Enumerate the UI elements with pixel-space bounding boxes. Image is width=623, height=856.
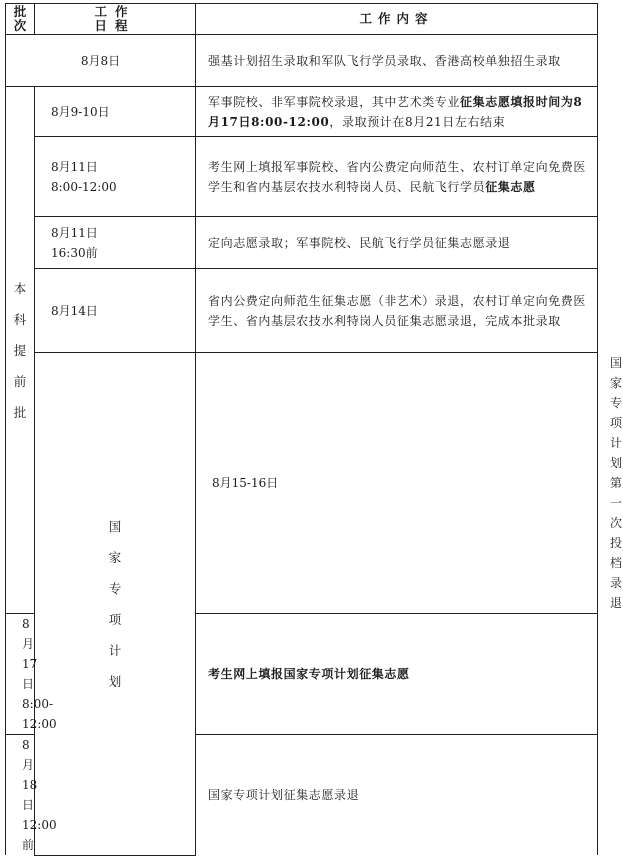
table-header-row bbox=[6, 4, 598, 35]
date-cell: 8月17日 8:00-12:00 bbox=[6, 614, 35, 735]
schedule-table bbox=[5, 3, 623, 856]
date-cell: 8月11日 16:30前 bbox=[35, 217, 196, 269]
content-text-bold: 征集志愿填报时间为8月17日8:00-12:00 bbox=[208, 94, 583, 129]
table-row bbox=[6, 269, 598, 353]
table-row bbox=[6, 35, 598, 87]
content-text: 省内公费定向师范生征集志愿（非艺术）录退，农村订单定向免费医学生、省内基层农技水利特岗人员征集志愿录退，完成本批录取 bbox=[208, 293, 587, 328]
content-text: 强基计划招生录取和军队飞行学员录取、香港高校单独招生录取 bbox=[208, 53, 561, 68]
content-cell bbox=[196, 269, 598, 353]
content-cell bbox=[196, 614, 598, 735]
content-cell bbox=[196, 87, 598, 137]
header-content: 工作内容 bbox=[196, 4, 598, 35]
date-cell: 8月9-10日 bbox=[35, 87, 196, 137]
content-text: 考生网上填报军事院校、省内公费定向师范生、农村订单定向免费医学生和省内基层农技水利特岗人员、民航飞行学员 bbox=[208, 159, 587, 194]
header-batch: 批 次 bbox=[6, 4, 35, 35]
content-text: ，录取预计在8月21日左右结束 bbox=[329, 114, 506, 129]
date-cell: 8月18日 12:00前 bbox=[6, 735, 35, 856]
content-text: 国家专项计划第一次投档录退 bbox=[610, 356, 623, 610]
batch-benke: 本 科 提 前 批 bbox=[6, 87, 35, 614]
content-text: 定向志愿录取；军事院校、民航飞行学员征集志愿录退 bbox=[208, 235, 511, 250]
date-cell: 8月8日 bbox=[6, 35, 196, 87]
content-cell bbox=[196, 735, 598, 856]
content-cell bbox=[196, 137, 598, 217]
content-text: 军事院校、非军事院校录退，其中艺术类专业 bbox=[208, 94, 461, 109]
table-row bbox=[6, 217, 598, 269]
header-schedule: 工作 日程 bbox=[35, 4, 196, 35]
content-text-bold: 征集志愿 bbox=[485, 179, 536, 194]
date-cell: 8月11日 8:00-12:00 bbox=[35, 137, 196, 217]
batch-guojia: 国 家 专 项 计 划 bbox=[35, 353, 196, 856]
content-text-bold: 考生网上填报国家专项计划征集志愿 bbox=[208, 667, 410, 681]
content-text: 国家专项计划征集志愿录退 bbox=[208, 788, 360, 802]
table-row bbox=[6, 353, 598, 614]
date-cell: 8月15-16日 bbox=[196, 353, 598, 614]
content-cell bbox=[196, 35, 598, 87]
date-cell: 8月14日 bbox=[35, 269, 196, 353]
table-row bbox=[6, 87, 598, 137]
content-cell bbox=[196, 217, 598, 269]
table-row bbox=[6, 137, 598, 217]
